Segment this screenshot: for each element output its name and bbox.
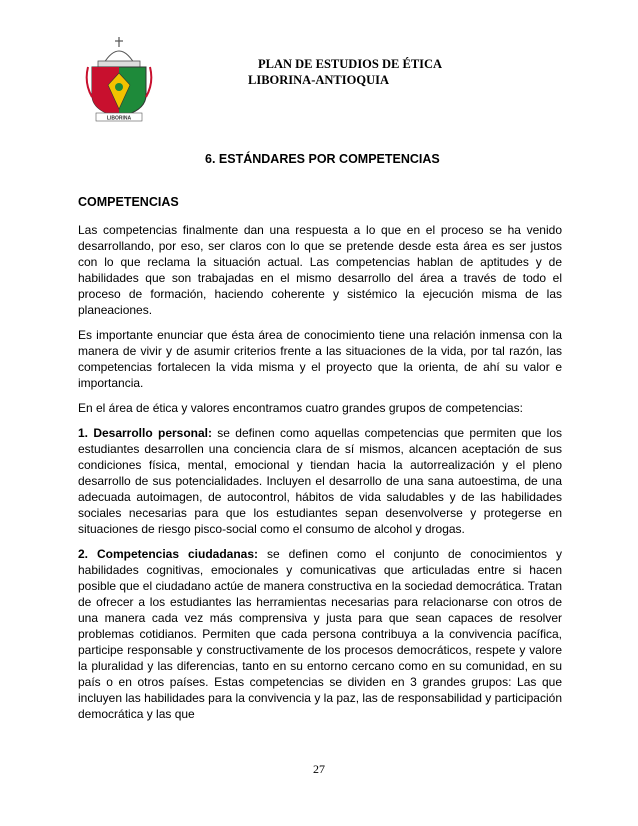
personal-development-label: 1. Desarrollo personal: <box>78 426 212 440</box>
paragraph-groups: En el área de ética y valores encontramos cuatro grandes grupos de competencias: <box>78 401 523 415</box>
liborina-coat-of-arms-logo <box>84 33 154 123</box>
citizen-competencies-text: se definen como el conjunto de conocimientos y habilidades cognitivas, emocionales y comunicativas que articuladas entre si hacen posible que el ciudadano actúe de manera constructiva en la sociedad democrática. Tratan de ofrecer a los estudiantes las herramientas necesarias para relacionarse con otros de una manera cada vez más comprensiva y justa para que sean capaces de resolver problemas cotidianos. Permiten que cada persona contribuya a la convivencia pacífica, participe responsable y constructivamente de los procesos democráticos, respete y valore la pluralidad y las diferencias, tanto en su entorno cercano como en su comunidad, en su país o en otros países. Estas competencias se dividen en 3 grandes grupos: Las que incluyen las habilidades para la convivencia y la paz, las de responsabilidad y participación democrática y las que <box>78 547 562 721</box>
page-number: 27 <box>313 762 325 776</box>
section-title: 6. ESTÁNDARES POR COMPETENCIAS <box>205 152 440 166</box>
paragraph-citizen-competencies <box>78 546 562 722</box>
subsection-title: COMPETENCIAS <box>78 195 179 209</box>
document-header <box>230 56 480 88</box>
header-line-1: PLAN DE ESTUDIOS DE ÉTICA <box>258 57 443 71</box>
document-body <box>78 222 562 731</box>
header-line-2: LIBORINA-ANTIOQUIA <box>248 73 389 87</box>
paragraph-intro: Las competencias finalmente dan una respuesta a lo que en el proceso se ha venido desarrollando, por eso, ser claros con lo que se pretende desde esta área es ser justos con lo que reclama la situación actual. Las competencias hablan de aptitudes y de habilidades que son trabajadas en el mismo desarrollo del área a través de todo el proceso de formación, haciendo coherente y sistémico la ejecución misma de las planeaciones. <box>78 223 562 317</box>
paragraph-importance: Es importante enunciar que ésta área de conocimiento tiene una relación inmensa con la manera de vivir y de asumir criterios frente a las situaciones de la vida, por tal razón, las competencias fortalecen la vida misma y el proyecto que la orienta, de ahí su valor e importancia. <box>78 328 562 390</box>
paragraph-personal-development <box>78 425 562 537</box>
logo-banner-text: LIBORINA <box>106 115 132 122</box>
personal-development-text: se definen como aquellas competencias que permiten que los estudiantes desarrollen una conciencia clara de sí mismos, alcancen aceptación de sus condiciones física, mental, emocional y tiendan hacia la autorrealización y el pleno desarrollo de sus potencialidades. Incluyen el desarrollo de una sana autoestima, de una adecuada autoimagen, de autocontrol, hábitos de vida saludables y de las habilidades sociales necesarias para que los estudiantes sepan desenvolverse y protegerse en situaciones de riesgo pisco-social como el consumo de alcohol y drogas. <box>78 426 562 536</box>
citizen-competencies-label: 2. Competencias ciudadanas: <box>78 547 259 561</box>
